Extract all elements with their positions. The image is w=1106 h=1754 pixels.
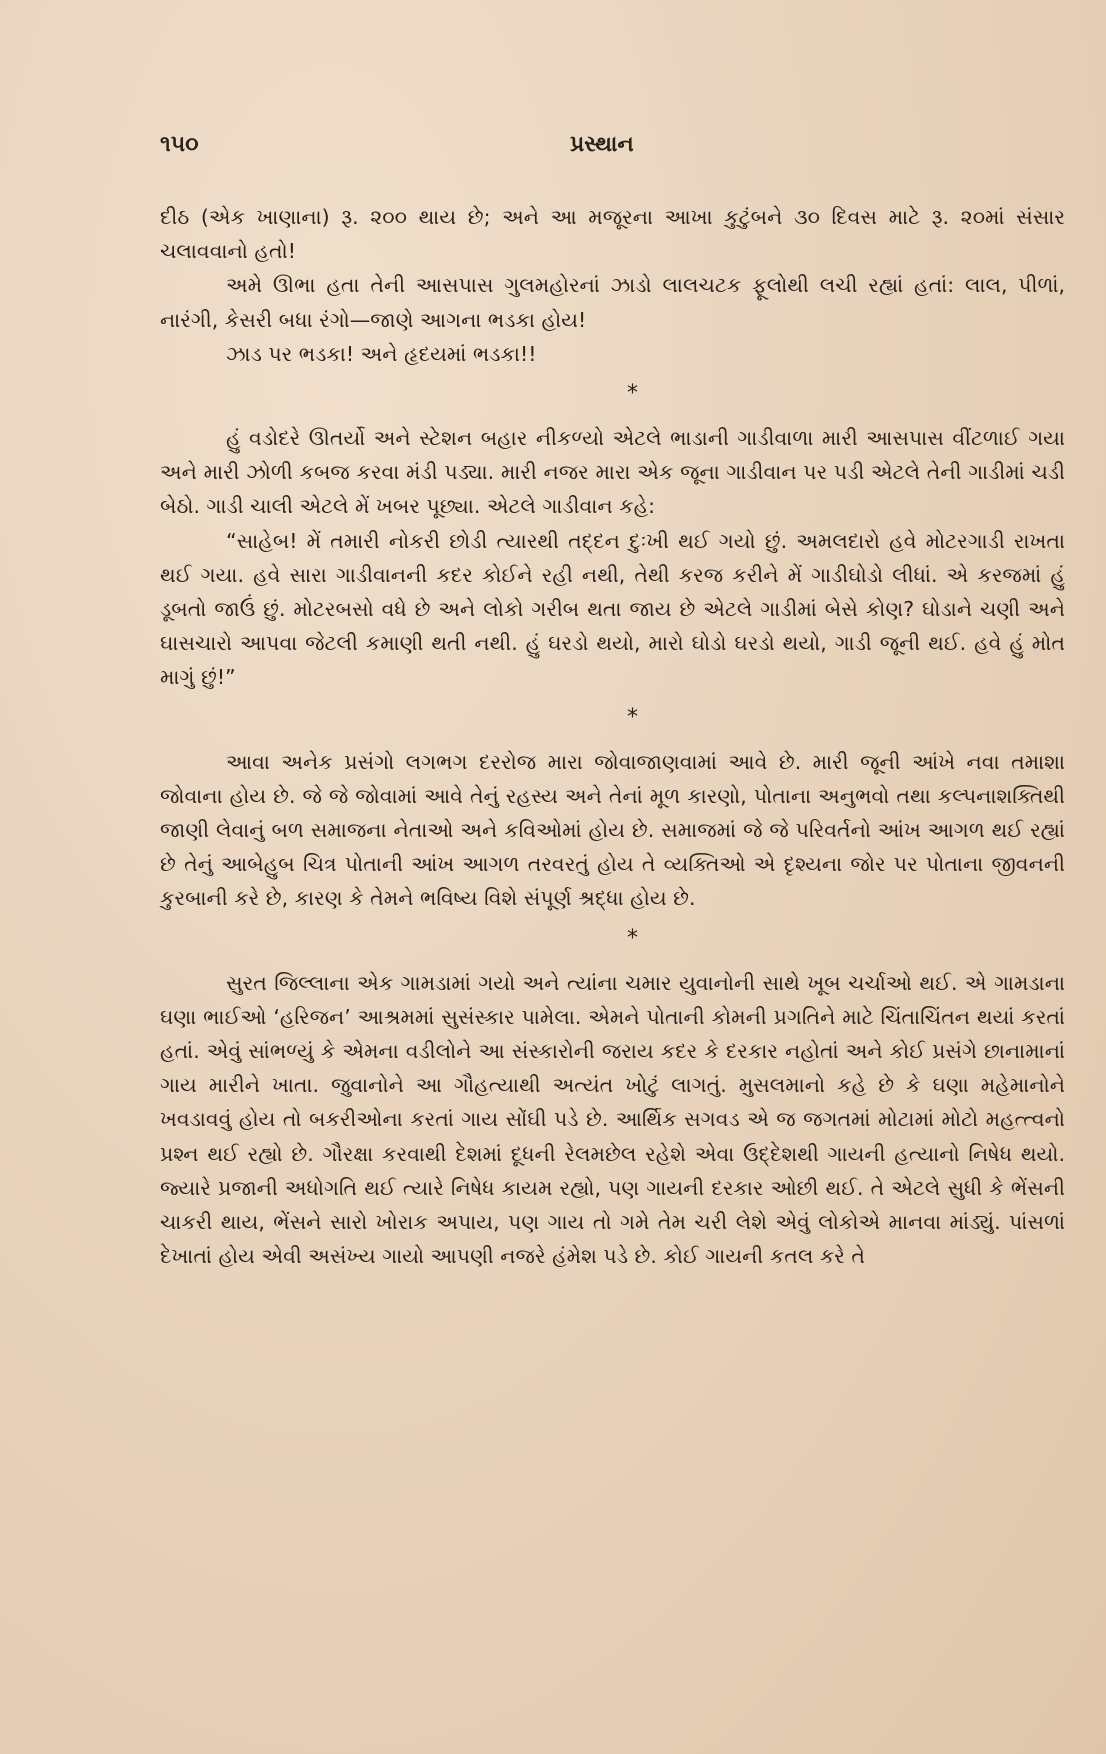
running-title: પ્રસ્થાન [570,132,634,157]
paragraph: અમે ઊભા હતા તેની આસપાસ ગુલમહોરનાં ઝાડો લાલચટક ફૂલોથી લચી રહ્યાં હતાં: લાલ, પીળાં, નારંગી, કેસરી બધા રંગો—જાણે આગના ભડકા હોય! [160,273,1065,332]
paragraph: આવા અનેક પ્રસંગો લગભગ દરરોજ મારા જોવાજાણવામાં આવે છે. મારી જૂની આંખે નવા તમાશા જોવાના હોય છે. જે જે જોવામાં આવે તેનું રહસ્ય અને તેનાં મૂળ કારણો, પોતાના અનુભવો તથા કલ્પનાશક્તિથી જાણી લેવાનું બળ સમાજના નેતાઓ અને કવિઓમાં હોય છે. સમાજમાં જે જે પરિવર્તનો આંખ આગળ થઈ રહ્યાં છે તેનું આબેહુબ ચિત્ર પોતાની આંખ આગળ તરવરતું હોય તે વ્યક્તિઓ એ દૃશ્યના જોર પર પોતાના જીવનની કુરબાની કરે છે, કારણ કે તેમને ભવિષ્ય વિશે સંપૂર્ણ શ્રદ્ધા હોય છે. [160,749,1065,911]
page-body [160,200,1065,1273]
section-separator: * [627,381,638,407]
page-header [160,132,1060,172]
section-3 [160,745,1065,916]
section-separator: * [627,925,638,951]
paragraph: સુરત જિલ્લાના એક ગામડામાં ગયો અને ત્યાંના ચમાર યુવાનોની સાથે ખૂબ ચર્ચાઓ થઈ. એ ગામડાના ઘણા ભાઈઓ ‘હરિજન’ આશ્રમમાં સુસંસ્કાર પામેલા. એમને પોતાની કોમની પ્રગતિને માટે ચિંતાચિંતન થયાં કરતાં હતાં. એવું સાંભળ્યું કે એમના વડીલોને આ સંસ્કારોની જરાય કદર કે દરકાર નહોતાં અને કોઈ પ્રસંગે છાનામાનાં ગાય મારીને ખાતા. જુવાનોને આ ગૌહત્યાથી અત્યંત ખોટું લાગતું. મુસલમાનો કહે છે કે ઘણા મહેમાનોને ખવડાવવું હોય તો બકરીઓના કરતાં ગાય સોંઘી પડે છે. આર્થિક સગવડ એ જ જગતમાં મોટામાં મોટો મહત્ત્વનો પ્રશ્ન થઈ રહ્યો છે. ગૌરક્ષા કરવાથી દેશમાં દૂધની રેલમછેલ રહેશે એવા ઉદ્દેશથી ગાયની હત્યાનો નિષેધ થયો. જ્યારે પ્રજાની અધોગતિ થઈ ત્યારે નિષેધ કાયમ રહ્યો, પણ ગાયની દરકાર ઓછી થઈ. તે એટલે સુધી કે ભેંસની ચાકરી થાય, ભેંસને સારો ખોરાક અપાય, પણ ગાય તો ગમે તેમ ચરી લેશે એવું લોકોએ માનવા માંડ્યું. પાંસળાં દેખાતાં હોય એવી અસંખ્ય ગાયો આપણી નજરે હંમેશ પડે છે. કોઈ ગાયની કતલ કરે તે [160,970,1065,1269]
section-separator: * [627,704,638,730]
section-2 [160,421,1065,695]
paragraph: “સાહેબ! મેં તમારી નોકરી છોડી ત્યારથી તદ્દન દુઃખી થઈ ગયો છું. અમલદારો હવે મોટરગાડી રાખતા થઈ ગયા. હવે સારા ગાડીવાનની કદર કોઈને રહી નથી, તેથી કરજ કરીને મેં ગાડીઘોડો લીધાં. એ કરજમાં હું ડૂબતો જાઉં છું. મોટરબસો વધે છે અને લોકો ગરીબ થતા જાય છે એટલે ગાડીમાં બેસે કોણ? ઘોડાને ચણી અને ઘાસચારો આપવા જેટલી કમાણી થતી નથી. હું ઘરડો થયો, મારો ઘોડો ઘરડો થયો, ગાડી જૂની થઈ. હવે હું મોત માગું છું!” [160,528,1065,690]
paragraph: હું વડોદરે ઊતર્યો અને સ્ટેશન બહાર નીકળ્યો એટલે ભાડાની ગાડીવાળા મારી આસપાસ વીંટળાઈ ગયા અને મારી ઝોળી કબજ કરવા મંડી પડ્યા. મારી નજર મારા એક જૂના ગાડીવાન પર પડી એટલે તેની ગાડીમાં ચડી બેઠો. ગાડી ચાલી એટલે મેં ખબર પૂછ્યા. એટલે ગાડીવાન કહે: [160,426,1065,519]
section-4 [160,966,1065,1274]
paragraph: દીઠ (એક ખાણાના) રૂ. ૨૦૦ થાય છે; અને આ મજૂરના આખા કુટુંબને ૩૦ દિવસ માટે રૂ. ૨૦માં સંસાર ચલાવવાનો હતો! [160,205,1065,264]
paragraph: ઝાડ પર ભડકા! અને હૃદયમાં ભડકા!! [226,341,537,366]
section-1 [160,200,1065,371]
page-number: ૧૫૦ [160,132,199,157]
